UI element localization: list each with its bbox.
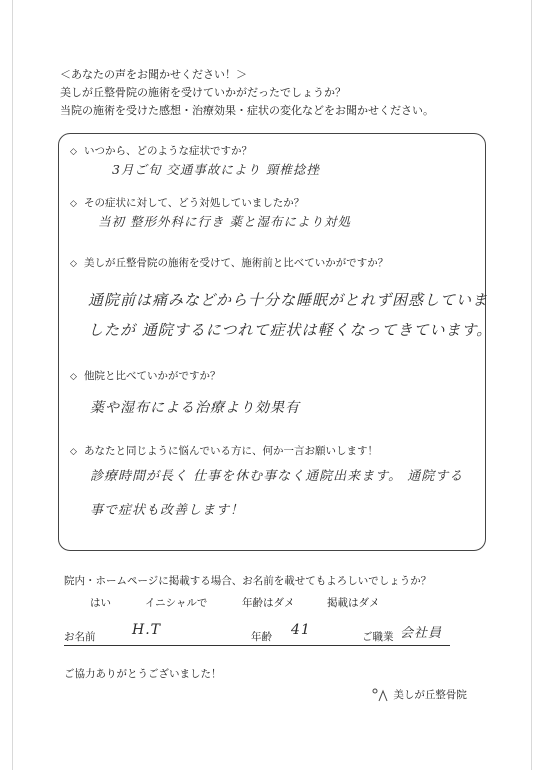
consent-option-no-publish[interactable]: 掲載はダメ xyxy=(327,597,380,609)
answer-1: 3月ご旬 交通事故により 頸椎捻挫 xyxy=(112,162,320,177)
intro-section xyxy=(60,66,434,120)
consent-option-initials[interactable]: イニシャルで xyxy=(145,597,208,609)
diamond-icon: ◇ xyxy=(70,372,77,382)
name-label: お名前 xyxy=(64,631,96,643)
answer-4: 薬や湿布による治療より効果有 xyxy=(90,400,300,416)
job-value: 会社員 xyxy=(400,626,443,641)
question-1 xyxy=(70,143,252,158)
consent-option-yes[interactable]: はい xyxy=(90,597,111,609)
diamond-icon: ◇ xyxy=(70,259,77,269)
answer-3: 通院前は痛みなどから十分な睡眠がとれず困惑していましたが 通院するにつれて症状は軽くなってきています。 xyxy=(88,291,493,339)
age-label: 年齢 xyxy=(251,631,272,643)
consent-question: 院内・ホームページに掲載する場合、お名前を載せてもよろしいでしょうか？ xyxy=(64,575,432,587)
clinic-name: 美しが丘整骨院 xyxy=(393,689,467,701)
info-underline xyxy=(64,645,450,646)
diamond-icon: ◇ xyxy=(70,447,77,457)
personal-info-row xyxy=(64,622,454,646)
intro-heading: ＜あなたの声をお聞かせください！＞ xyxy=(60,68,247,81)
question-1-text: いつから、どのような症状ですか？ xyxy=(84,145,252,157)
job-label: ご職業 xyxy=(362,631,394,643)
diamond-icon: ◇ xyxy=(70,199,77,209)
name-value: H.T xyxy=(132,622,161,638)
clinic-logo-icon xyxy=(370,687,390,703)
question-3 xyxy=(70,255,388,270)
answer-5: 診療時間が長く 仕事を休む事なく通院出来ます。 通院する事で症状も改善します！ xyxy=(90,469,464,518)
question-4-text: 他院と比べていかがですか？ xyxy=(84,370,221,382)
question-5 xyxy=(70,443,378,458)
age-value: 41 xyxy=(291,622,311,638)
intro-line-2: 当院の施術を受けた感想・治療効果・症状の変化などをお聞かせください。 xyxy=(60,104,434,117)
clinic-signature xyxy=(370,687,467,703)
thanks-message: ご協力ありがとうございました！ xyxy=(64,668,222,680)
question-5-text: あなたと同じように悩んでいる方に、何か一言お願いします！ xyxy=(84,445,378,457)
question-4 xyxy=(70,368,221,383)
consent-option-no-age[interactable]: 年齢はダメ xyxy=(242,597,295,609)
question-2-text: その症状に対して、どう対処していましたか？ xyxy=(84,197,305,209)
question-3-text: 美しが丘整骨院の施術を受けて、施術前と比べていかがですか？ xyxy=(84,257,389,269)
answer-2: 当初 整形外科に行き 薬と湿布により対処 xyxy=(98,214,351,229)
intro-line-1: 美しが丘整骨院の施術を受けていかがだったでしょうか？ xyxy=(60,86,346,99)
question-2 xyxy=(70,195,304,210)
diamond-icon: ◇ xyxy=(70,147,77,157)
